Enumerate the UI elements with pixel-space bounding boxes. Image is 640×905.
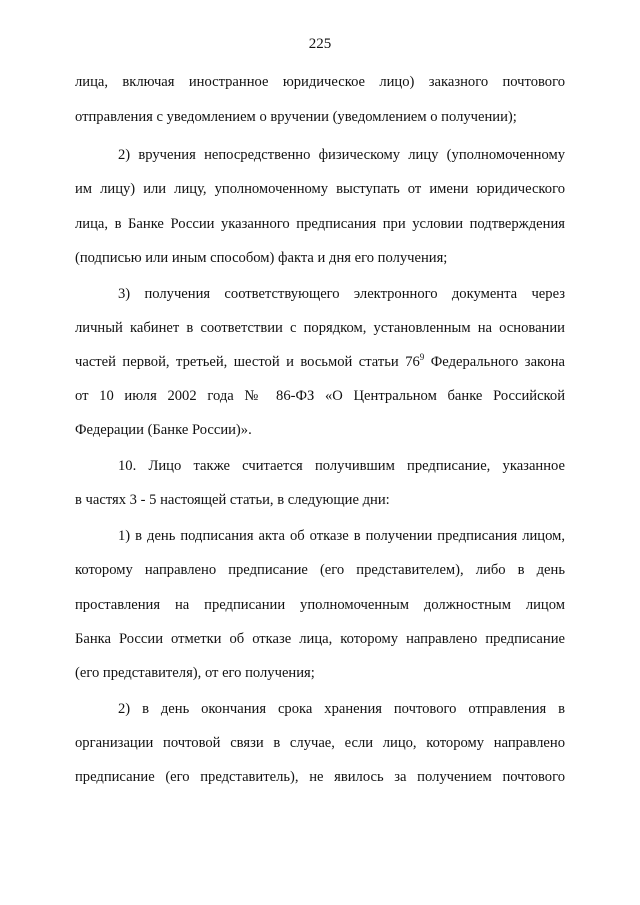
text-line-17: Банка России отметки об отказе лица, которому направлено предписание bbox=[75, 631, 565, 647]
text-line-8: личный кабинет в соответствии с порядком, установленным на основании bbox=[75, 320, 565, 336]
text-line-9 bbox=[75, 353, 565, 371]
text-line-21: предписание (его представитель), не явилось за получением почтового bbox=[75, 769, 565, 785]
text-line-19: 2) в день окончания срока хранения почтового отправления в bbox=[118, 701, 565, 717]
text-line-5: лица, в Банке России указанного предписания при условии подтверждения bbox=[75, 216, 565, 232]
text-line-2: отправления с уведомлением о вручении (уведомлением о получении); bbox=[75, 109, 517, 125]
text-line-20: организации почтовой связи в случае, если лицо, которому направлено bbox=[75, 735, 565, 751]
text-line-4: им лицу) или лицу, уполномоченному выступать от имени юридического bbox=[75, 181, 565, 197]
text-line-13: в частях 3 - 5 настоящей статьи, в следующие дни: bbox=[75, 492, 390, 508]
text-line-7: 3) получения соответствующего электронного документа через bbox=[118, 286, 565, 302]
text-line-10: от 10 июля 2002 года № 86-ФЗ «О Центральном банке Российской bbox=[75, 388, 565, 404]
text-line-16: проставления на предписании уполномоченным должностным лицом bbox=[75, 597, 565, 613]
text-line-9-part-2: Федерального закона bbox=[424, 354, 565, 370]
text-line-11: Федерации (Банке России)». bbox=[75, 422, 252, 438]
superscript-nine: 9 bbox=[419, 352, 425, 362]
text-line-14: 1) в день подписания акта об отказе в получении предписания лицом, bbox=[118, 528, 565, 544]
text-line-18: (его представителя), от его получения; bbox=[75, 665, 315, 681]
text-line-6: (подписью или иным способом) факта и дня его получения; bbox=[75, 250, 448, 266]
page-number: 225 bbox=[308, 36, 332, 52]
text-line-15: которому направлено предписание (его представителем), либо в день bbox=[75, 562, 565, 578]
text-line-9-part-1: частей первой, третьей, шестой и восьмой статьи 76 bbox=[75, 354, 420, 370]
text-line-12: 10. Лицо также считается получившим предписание, указанное bbox=[118, 458, 565, 474]
text-line-3: 2) вручения непосредственно физическому лицу (уполномоченному bbox=[118, 147, 565, 163]
text-line-1: лица, включая иностранное юридическое лицо) заказного почтового bbox=[75, 74, 565, 90]
